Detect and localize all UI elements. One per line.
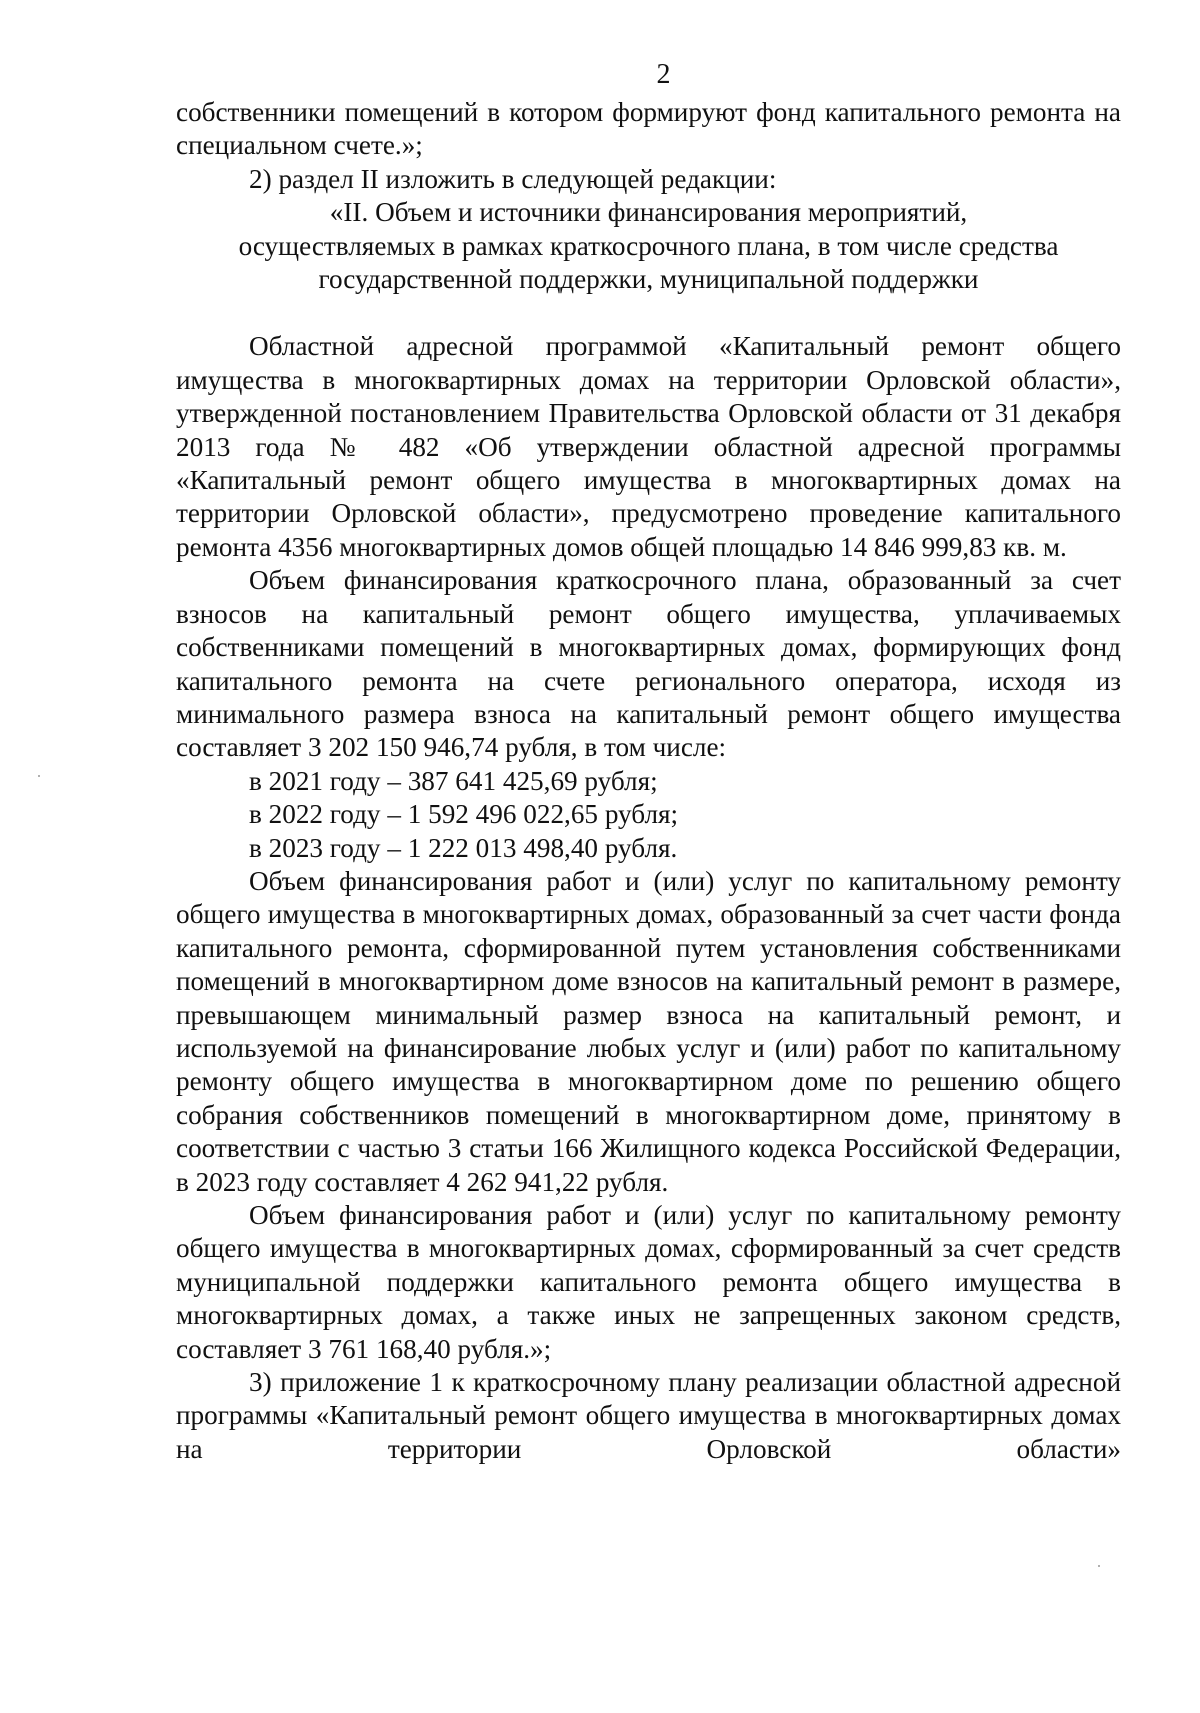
heading-line-3: государственной поддержки, муниципальной поддержки <box>318 264 979 295</box>
yearly-list <box>176 765 1121 865</box>
spacer <box>176 296 1121 330</box>
scan-speck <box>1098 1565 1100 1567</box>
intro-paragraph: собственники помещений в котором формируют фонд капитального ремонта на специальном счете.»; <box>176 97 1121 161</box>
volume-paragraph-1: Объем финансирования краткосрочного плана, образованный за счет взносов на капитальный ремонт общего имущества, уплачиваемых собственниками помещений в многоквартирных домах, формирующих фонд капитального ремонта на счете регионального оператора, исходя из минимального размера взноса на капитальный ремонт общего имущества составляет 3 202 150 946,74 рубля, в том числе: <box>176 565 1121 763</box>
year-item-2021: в 2021 году – 387 641 425,69 рубля; <box>249 765 658 796</box>
section-heading <box>176 196 1121 296</box>
year-item-2022: в 2022 году – 1 592 496 022,65 рубля; <box>249 799 679 830</box>
page-number: 2 <box>656 59 671 90</box>
list-item-2: 2) раздел II изложить в следующей редакции: <box>249 163 777 194</box>
heading-line-2: осуществляемых в рамках краткосрочного плана, в том числе средства <box>238 230 1059 261</box>
heading-line-1: «II. Объем и источники финансирования мероприятий, <box>329 197 968 228</box>
volume-paragraph-3: Объем финансирования работ и (или) услуг по капитальному ремонту общего имущества в многоквартирных домах, сформированный за счет средств муниципальной поддержки капитального ремонта общего имущества в многоквартирных домах, а также иных не запрещенных законом средств, составляет 3 761 168,40 рубля.»; <box>176 1200 1121 1364</box>
document-page <box>176 58 1121 1466</box>
program-paragraph: Областной адресной программой «Капитальный ремонт общего имущества в многоквартирных домах на территории Орловской области», утвержденной постановлением Правительства Орловской области от 31 декабря 2013 года № 482 «Об утверждении областной адресной программы «Капитальный ремонт общего имущества в многоквартирных домах на территории Орловской области», предусмотрено проведение капитального ремонта 4356 многоквартирных домов общей площадью 14 846 999,83 кв. м. <box>176 331 1121 562</box>
scan-speck <box>38 775 40 777</box>
volume-paragraph-2: Объем финансирования работ и (или) услуг по капитальному ремонту общего имущества в многоквартирных домах, образованный за счет части фонда капитального ремонта, сформированной путем установления собственниками помещений в многоквартирном доме взносов на капитальный ремонт в размере, превышающем минимальный размер взноса на капитальный ремонт, и используемой на финансирование любых услуг и (или) работ по капитальному ремонту общего имущества в многоквартирном доме по решению общего собрания собственников помещений в многоквартирном доме, принятому в соответствии с частью 3 статьи 166 Жилищного кодекса Российской Федерации, в 2023 году составляет 4 262 941,22 рубля. <box>176 865 1121 1197</box>
year-item-2023: в 2023 году – 1 222 013 498,40 рубля. <box>249 832 678 863</box>
list-item-3: 3) приложение 1 к краткосрочному плану реализации областной адресной программы «Капитальный ремонт общего имущества в многоквартирных домах на территории Орловской области» <box>176 1367 1121 1464</box>
